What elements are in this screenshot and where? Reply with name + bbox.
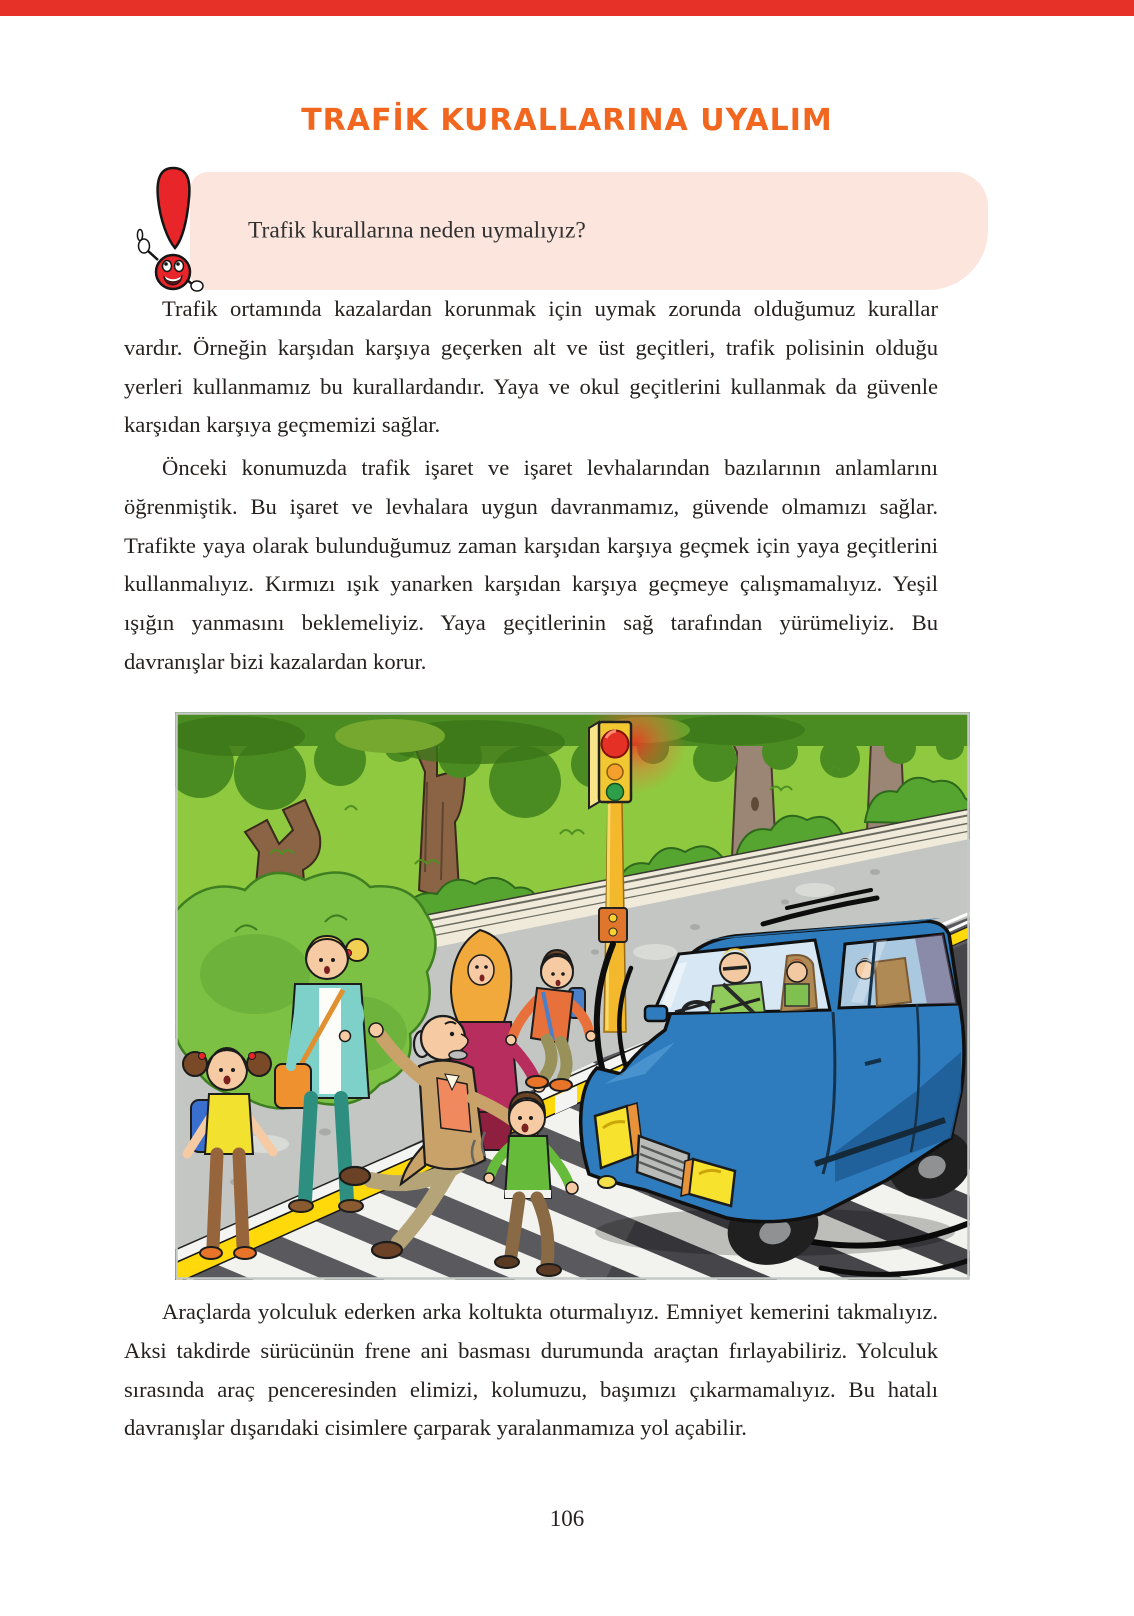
exclamation-bar <box>158 168 190 248</box>
paragraph-2: Önceki konumuzda trafik işaret ve işaret levhalarından bazılarının anlamlarını öğrenmiştik. Bu işaret ve levhalara uygun davranmamız, güvende olmamızı sağlar. Trafikte yaya olarak bulunduğumuz zaman karşıdan karşıya geçmek için yaya geçitlerini kullanmalıyız. Kırmızı ışık yanarken karşıdan karşıya geçmeye çalışmamalıyız. Yeşil ışığın yanmasını beklemeliyiz. Yaya geçitlerinin sağ tarafından yürümeliyiz. Bu davranışlar bizi kazalardan korur. <box>124 455 938 674</box>
headlight-left <box>595 1106 633 1168</box>
illustration-traffic-scene <box>175 712 970 1280</box>
pole-junction-box <box>599 908 627 942</box>
question-box <box>190 172 988 290</box>
page-number: 106 <box>549 1506 585 1531</box>
paragraph-3: Araçlarda yolculuk ederken arka koltukta oturmalıyız. Emniyet kemerini takmalıyız. Aksi takdirde sürücünün frene ani basması durumunda araçtan fırlayabiliriz. Yolculuk sırasında araç penceresinden elimizi, kolumuzu, başımızı çıkarmamalıyız. Bu hatalı davranışlar dışarıdaki cisimlere çarparak yaralanmamıza yol açabilir. <box>124 1299 938 1441</box>
green-light <box>607 784 624 801</box>
red-light <box>602 731 629 758</box>
page-top-band <box>0 0 1134 16</box>
side-mirror <box>645 1006 667 1021</box>
question-text: Trafik kurallarına neden uymalıyız? <box>248 217 586 244</box>
exclamation-mascot-icon <box>134 164 212 296</box>
fog-light <box>598 1176 616 1188</box>
page-title: TRAFİK KURALLARINA UYALIM <box>301 103 833 138</box>
paragraph-1: Trafik ortamında kazalardan korunmak için uymak zorunda olduğumuz kurallar vardır. Örneğin karşıdan karşıya geçerken alt ve üst geçitleri, trafik polisinin olduğu yerleri kullanmamız bu kurallardandır. Yaya ve okul geçitlerini kullanmak da güvenle karşıdan karşıya geçmemizi sağlar. <box>124 296 938 438</box>
amber-light <box>607 764 623 780</box>
passenger-child-head <box>787 962 807 982</box>
